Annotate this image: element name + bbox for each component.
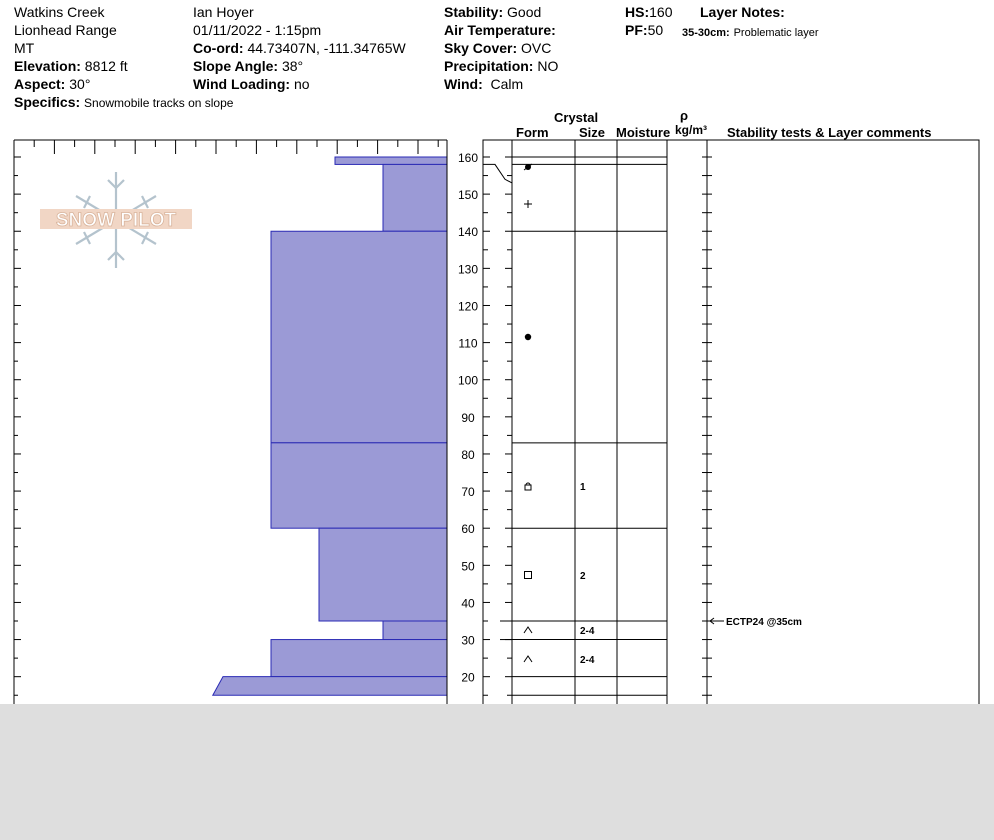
observer-name: Ian Hoyer — [193, 4, 254, 20]
depth-tick-label: 90 — [461, 410, 475, 425]
logo-text: SNOW PILOT — [55, 210, 177, 231]
stability-comments-header: Stability tests & Layer comments — [727, 125, 932, 140]
depth-tick-label: 150 — [457, 188, 479, 203]
crystal-size-label: 2-4 — [580, 626, 595, 637]
depth-tick-label: 20 — [461, 670, 475, 685]
aspect-label: Aspect: — [14, 76, 66, 92]
size-header: Size — [579, 125, 606, 140]
hardness-bar — [271, 231, 447, 443]
crystal-size-label: 2 — [580, 571, 586, 582]
depth-tick-label: 70 — [461, 485, 475, 500]
depth-hoar-grain-icon — [524, 656, 532, 662]
wind-label: Wind: — [444, 76, 483, 92]
hardness-bar — [335, 157, 447, 164]
coord-value: 44.73407N, -111.34765W — [247, 40, 406, 56]
depth-tick-label: 160 — [457, 151, 479, 165]
layer-notes-label: Layer Notes: — [700, 4, 785, 20]
aspect-value: 30° — [69, 76, 91, 92]
hs-label: HS: — [625, 4, 650, 20]
crystal-size-label: 2-4 — [580, 655, 595, 666]
crystal-size-label: 1 — [580, 482, 586, 493]
coord-label: Co-ord: — [193, 40, 244, 56]
layer-note-range: 35-30cm: — [682, 27, 730, 39]
faceted-rounded-grain-icon — [525, 485, 531, 490]
location-name: Watkins Creek — [14, 4, 105, 20]
hardness-bar — [213, 677, 447, 696]
air-temp-label: Air Temperature: — [444, 22, 556, 38]
pf-label: PF: — [625, 22, 648, 38]
layer-note-text: Problematic layer — [733, 27, 819, 39]
rho-header: ρ — [680, 108, 689, 123]
depth-tick-label: 130 — [457, 262, 479, 277]
range-name: Lionhead Range — [14, 22, 117, 38]
depth-tick-label: 30 — [461, 633, 475, 648]
precip-value: NO — [537, 58, 559, 74]
pf-value: 50 — [647, 22, 664, 38]
wind-loading-label: Wind Loading: — [193, 76, 291, 92]
faceted-grain-icon — [525, 572, 532, 579]
specifics-value: Snowmobile tracks on slope — [84, 96, 234, 110]
moisture-header: Moisture — [616, 125, 671, 140]
depth-hoar-grain-icon — [524, 627, 532, 633]
stability-label: Stability: — [444, 4, 504, 20]
hardness-bar — [319, 528, 447, 621]
hardness-bar — [271, 640, 447, 677]
hardness-bar — [383, 621, 447, 640]
depth-tick-label: 50 — [461, 559, 475, 574]
stability-value: Good — [507, 4, 542, 20]
observation-datetime: 01/11/2022 - 1:15pm — [193, 22, 322, 38]
sky-label: Sky Cover: — [444, 40, 518, 56]
depth-tick-label: 40 — [461, 596, 475, 611]
crystal-header: Crystal — [554, 110, 599, 125]
hardness-bar — [271, 443, 447, 528]
depth-tick-label: 140 — [457, 225, 479, 240]
form-header: Form — [516, 125, 549, 140]
specifics-label: Specifics: — [14, 94, 81, 110]
density-unit-header: kg/m³ — [675, 123, 708, 137]
depth-tick-label: 60 — [461, 522, 475, 537]
state-name: MT — [14, 40, 35, 56]
elevation-value: 8812 ft — [84, 58, 128, 74]
depth-tick-label: 120 — [457, 299, 479, 314]
depth-tick-label: 100 — [457, 373, 479, 388]
hs-value: 160 — [649, 4, 673, 20]
sky-value: OVC — [521, 40, 552, 56]
rounded-grain-icon — [525, 334, 531, 340]
depth-tick-label: 110 — [458, 336, 478, 351]
elevation-label: Elevation: — [14, 58, 81, 74]
slope-value: 38° — [281, 58, 304, 74]
wind-value: Calm — [490, 76, 524, 92]
depth-tick-label: 80 — [461, 447, 475, 462]
stability-test-label: ECTP24 @35cm — [726, 617, 802, 628]
snowpilot-logo — [40, 172, 192, 268]
slope-label: Slope Angle: — [193, 58, 279, 74]
wind-loading-value: no — [293, 76, 310, 92]
layer-connector — [483, 164, 512, 183]
hardness-bar — [383, 164, 447, 231]
precip-label: Precipitation: — [444, 58, 534, 74]
